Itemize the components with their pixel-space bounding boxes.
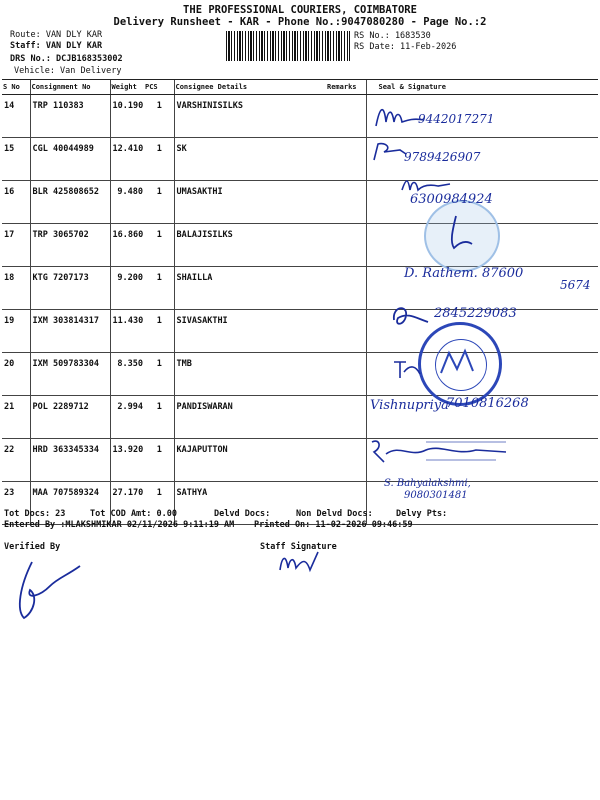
remarks-cell [326,396,366,439]
table-row [2,224,598,267]
sno-cell: 19 [2,310,30,353]
consignee-cell: SK [174,138,326,181]
drs-number: DRS No.: DCJB168353002 [10,54,123,64]
col-remarks: Remarks [326,80,366,95]
staff-signature [274,548,324,578]
weight-cell: 8.350 [110,353,144,396]
printed-on: Printed On: 11-02-2026 09:46:59 [254,520,413,530]
consignment-cell: TRP 3065702 [30,224,110,267]
sno-cell: 16 [2,181,30,224]
consignment-cell: POL 2289712 [30,396,110,439]
rs-date: RS Date: 11-Feb-2026 [354,42,457,52]
consignee-cell: PANDISWARAN [174,396,326,439]
consignee-cell: BALAJISILKS [174,224,326,267]
consignee-cell: SATHYA [174,482,326,525]
weight-cell: 27.170 [110,482,144,525]
total-docs: Tot Docs: 23 [4,509,66,519]
pcs-cell: 1 [144,224,174,267]
delivered-docs: Delvd Docs: [214,509,271,519]
remarks-cell [326,267,366,310]
table-header-row [2,80,598,95]
handwriting-phone: 7010816268 [446,396,529,411]
signature-mark [390,356,426,382]
bank-seal-stamp [418,322,502,406]
pcs-cell: 1 [144,439,174,482]
remarks-cell [326,181,366,224]
consignment-cell: TRP 110383 [30,95,110,138]
sno-cell: 22 [2,439,30,482]
col-consignment: Consignment No [30,80,110,95]
verifier-signature [10,556,90,626]
table-row [2,353,598,396]
col-weight: Weight [110,80,144,95]
sno-cell: 15 [2,138,30,181]
pcs-cell: 1 [144,396,174,439]
verified-by-label: Verified By [4,542,61,552]
consignment-cell: IXM 303814317 [30,310,110,353]
handwriting-number: 5674 [560,278,591,292]
pcs-cell: 1 [144,310,174,353]
pcs-cell: 1 [144,181,174,224]
handwriting-phone: 6300984924 [410,192,493,207]
sno-cell: 18 [2,267,30,310]
consignee-cell: SHAILLA [174,267,326,310]
consignment-cell: CGL 40044989 [30,138,110,181]
weight-cell: 10.190 [110,95,144,138]
consignment-cell: KTG 7207173 [30,267,110,310]
staff-signature-label: Staff Signature [260,542,337,552]
handwriting-name: D. Rathem. 87600 [404,266,524,281]
handwriting-name: Vishnupriya [370,398,449,413]
col-consignee: Consignee Details [174,80,326,95]
runsheet-subtitle: Delivery Runsheet - KAR - Phone No.:9047080280 - Page No.:2 [113,16,487,28]
weight-cell: 11.430 [110,310,144,353]
total-cod-amount: Tot COD Amt: 0.00 [90,509,177,519]
sno-cell: 14 [2,95,30,138]
handwriting-phone: 9442017271 [418,112,495,126]
col-sno: S No [2,80,30,95]
table-row [2,181,598,224]
sno-cell: 23 [2,482,30,525]
weight-cell: 13.920 [110,439,144,482]
delivery-points: Delvy Pts: [396,509,448,519]
weight-cell: 2.994 [110,396,144,439]
table-row [2,95,598,138]
sno-cell: 21 [2,396,30,439]
weight-cell: 9.200 [110,267,144,310]
consignment-cell: MAA 707589324 [30,482,110,525]
vehicle-label: Vehicle: Van Delivery [14,66,122,76]
entered-by: Entered By :MLAKSHMIKAR 02/11/2026 9:11:19 AM [4,520,235,530]
consignee-cell: KAJAPUTTON [174,439,326,482]
staff-label: Staff: VAN DLY KAR [10,41,103,51]
consignee-cell: SIVASAKTHI [174,310,326,353]
remarks-cell [326,353,366,396]
weight-cell: 16.860 [110,224,144,267]
consignment-cell: HRD 363345334 [30,439,110,482]
consignment-cell: IXM 509783304 [30,353,110,396]
remarks-cell [326,439,366,482]
pcs-cell: 1 [144,95,174,138]
remarks-cell [326,224,366,267]
consignee-cell: TMB [174,353,326,396]
consignee-cell: UMASAKTHI [174,181,326,224]
col-seal-signature: Seal & Signature [366,80,598,95]
sno-cell: 17 [2,224,30,267]
handwriting-phone: 9789426907 [404,150,481,164]
pcs-cell: 1 [144,138,174,181]
weight-cell: 12.410 [110,138,144,181]
remarks-cell [326,138,366,181]
non-delivered-docs: Non Delvd Docs: [296,509,373,519]
rs-number: RS No.: 1683530 [354,31,431,41]
table-row [2,138,598,181]
barcode [226,31,350,61]
pcs-cell: 1 [144,482,174,525]
remarks-cell [326,95,366,138]
handwriting-name: S. Bahyalakshmi, [384,478,471,489]
stamp-lettering [421,325,499,403]
pcs-cell: 1 [144,267,174,310]
rubber-stamp-signature [366,434,516,470]
remarks-cell [326,310,366,353]
route-label: Route: VAN DLY KAR [10,30,103,40]
company-title: THE PROFESSIONAL COURIERS, COIMBATORE [183,4,417,16]
consignee-cell: VARSHINISILKS [174,95,326,138]
col-pcs: PCS [144,80,174,95]
handwriting-phone: 2845229083 [434,306,517,321]
weight-cell: 9.480 [110,181,144,224]
sno-cell: 20 [2,353,30,396]
consignment-cell: BLR 425808652 [30,181,110,224]
pcs-cell: 1 [144,353,174,396]
signature-mark [446,212,476,252]
handwriting-phone: 9080301481 [404,490,468,501]
